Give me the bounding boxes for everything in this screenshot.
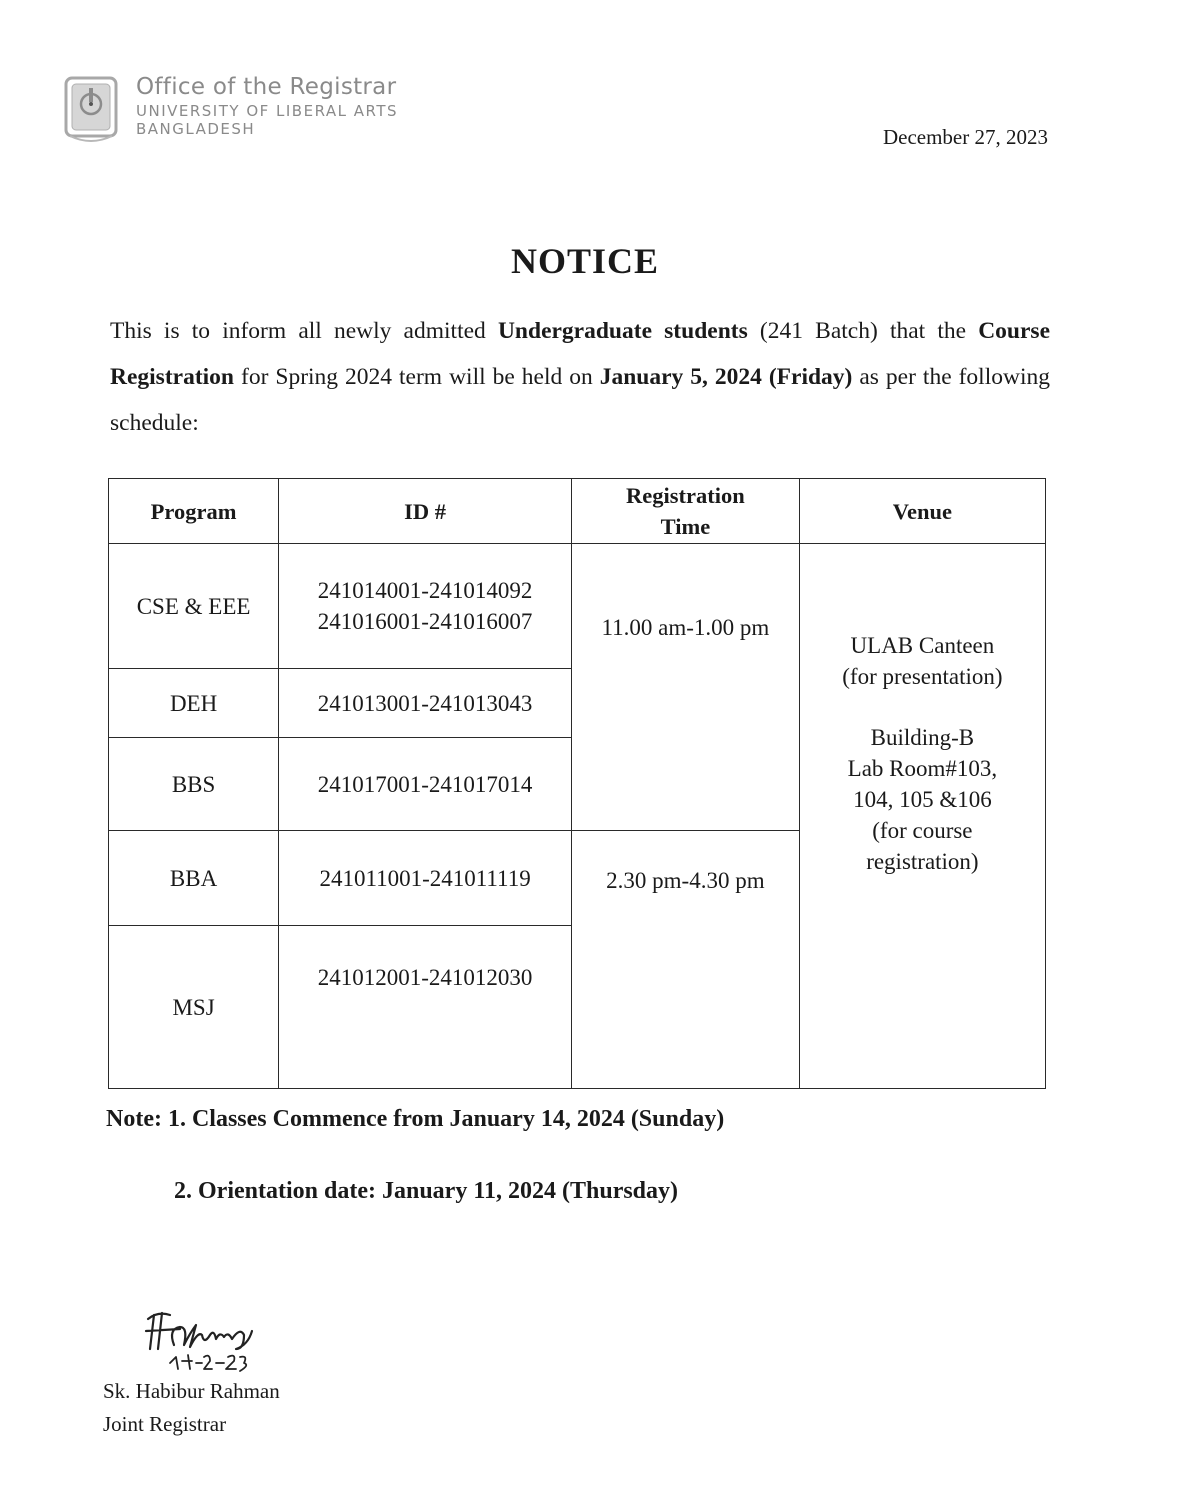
id-cell — [279, 544, 572, 669]
venue-line: Lab Room#103, — [847, 756, 998, 781]
id-cell: 241011001-241011119 — [279, 831, 572, 926]
intro-text-2: (241 Batch) that the — [747, 318, 979, 344]
id-cell: 241013001-241013043 — [279, 669, 572, 738]
id-cell: 241012001-241012030 — [279, 926, 572, 1089]
venue-line: 104, 105 &106 — [853, 787, 992, 812]
time-slot-afternoon — [572, 831, 800, 1089]
signatory-role: Joint Registrar — [103, 1412, 227, 1436]
id-cell: 241017001-241017014 — [279, 738, 572, 831]
office-name: Office of the Registrar — [136, 74, 397, 100]
note-classes-commence: Note: 1. Classes Commence from January 14, 2024 (Sunday) — [106, 1106, 725, 1132]
intro-bold-students: Undergraduate students — [497, 318, 748, 344]
signatory-block — [103, 1375, 280, 1441]
university-name: UNIVERSITY OF LIBERAL ARTS — [136, 102, 399, 120]
program-cell: DEH — [109, 669, 279, 738]
letterhead — [62, 72, 442, 152]
header-time-line1: Registration — [626, 483, 745, 508]
venue-cell — [799, 544, 1045, 1089]
intro-bold-registration: Course Registration — [110, 318, 1050, 390]
venue-line: registration) — [866, 849, 979, 874]
program-cell: BBS — [109, 738, 279, 831]
notice-body — [110, 308, 1050, 446]
time-slot-text: 11.00 am-1.00 pm — [601, 615, 770, 640]
country-name: BANGLADESH — [136, 120, 256, 138]
venue-line: (for presentation) — [842, 664, 1003, 689]
table-row — [109, 544, 1046, 669]
venue-line: ULAB Canteen — [850, 633, 995, 658]
header-venue: Venue — [799, 479, 1045, 544]
handwritten-signature — [140, 1305, 290, 1375]
schedule-table — [108, 478, 1046, 1089]
signatory-name: Sk. Habibur Rahman — [103, 1379, 280, 1403]
intro-text-3: for Spring 2024 term will be held on — [234, 364, 600, 390]
venue-line: (for course — [872, 818, 973, 843]
venue-line: Building-B — [870, 725, 975, 750]
program-cell: MSJ — [109, 926, 279, 1089]
letterhead-text — [136, 72, 398, 138]
header-time-line2: Time — [660, 514, 711, 539]
intro-text-1: This is to inform all newly admitted — [110, 318, 498, 344]
notice-title: NOTICE — [510, 241, 660, 281]
id-range: 241014001-241014092 — [317, 578, 533, 603]
note-orientation-date: 2. Orientation date: January 11, 2024 (Thursday) — [174, 1178, 679, 1204]
time-slot-morning — [572, 544, 800, 831]
program-cell: CSE & EEE — [109, 544, 279, 669]
program-cell: BBA — [109, 831, 279, 926]
header-program: Program — [109, 479, 279, 544]
ulab-seal-icon — [62, 74, 124, 146]
intro-text-4: as per the following schedule: — [110, 364, 1050, 436]
header-registration-time — [572, 479, 800, 544]
header-id: ID # — [279, 479, 572, 544]
venue-spacer — [806, 692, 1039, 722]
table-header-row — [109, 479, 1046, 544]
time-slot-text: 2.30 pm-4.30 pm — [606, 868, 765, 893]
notice-date: December 27, 2023 — [882, 125, 1048, 149]
intro-bold-date: January 5, 2024 (Friday) — [599, 364, 853, 390]
id-range: 241016001-241016007 — [317, 609, 533, 634]
